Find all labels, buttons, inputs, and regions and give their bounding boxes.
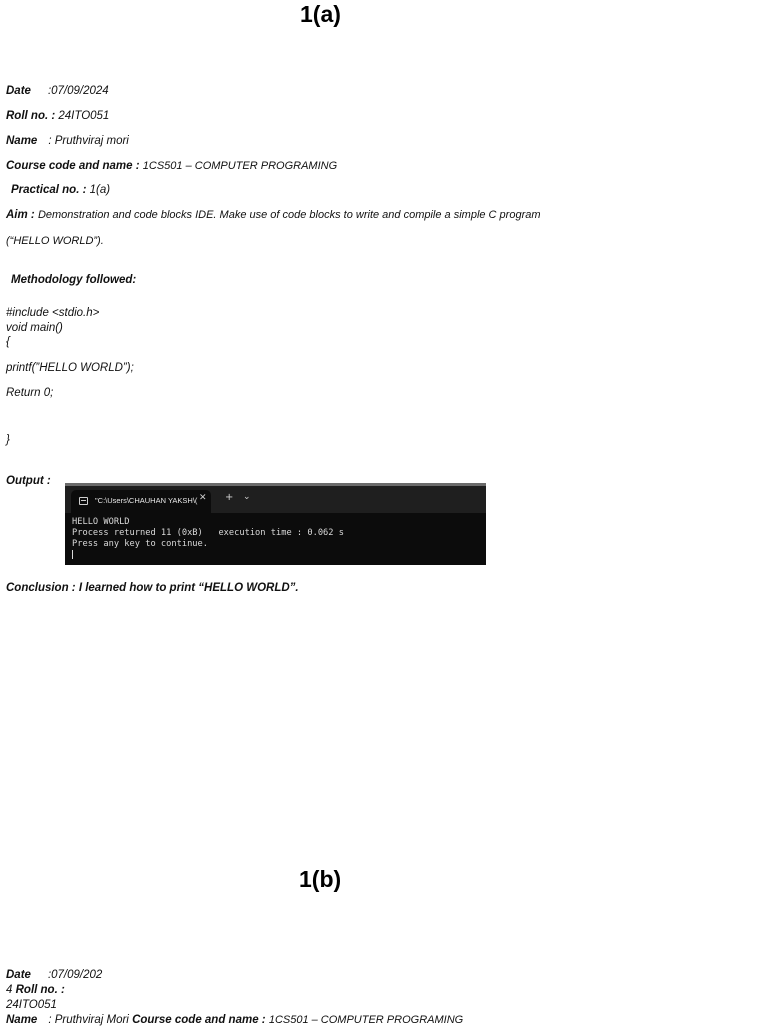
- course-value-b: 1CS501 – COMPUTER PROGRAMING: [268, 1014, 464, 1026]
- date-line-b: [6, 969, 102, 981]
- date-value-b: :07/09/202: [47, 969, 103, 981]
- terminal-window-icon: [79, 497, 88, 505]
- code-line: #include <stdio.h>: [6, 307, 100, 319]
- code-printf: printf(”HELLO WORLD”);: [6, 362, 134, 374]
- output-label: Output :: [6, 475, 51, 487]
- aim-value-continued: (“HELLO WORLD”).: [6, 235, 104, 247]
- roll-line: [6, 110, 109, 122]
- code-close-brace: }: [6, 434, 10, 446]
- practical-line: [11, 184, 110, 196]
- terminal-tab[interactable]: [71, 490, 211, 513]
- methodology-label: Methodology followed:: [11, 274, 137, 286]
- date-label: Date: [6, 85, 31, 97]
- new-tab-icon[interactable]: +: [225, 492, 234, 503]
- code-line: void main(): [6, 321, 63, 334]
- output-heading: [6, 475, 51, 487]
- conclusion-line: [6, 582, 299, 594]
- terminal-screenshot: [65, 483, 486, 565]
- terminal-cursor: [72, 550, 73, 559]
- date-value: :07/09/2024: [47, 85, 109, 97]
- terminal-tab-bar: [65, 486, 486, 513]
- course-label: Course code and name :: [6, 160, 140, 172]
- date-label-b: Date: [6, 969, 31, 981]
- terminal-output-line: Press any key to continue.: [72, 539, 208, 549]
- code-return: Return 0;: [6, 387, 54, 399]
- terminal-output-line: HELLO WORLD: [72, 517, 130, 527]
- terminal-tab-title: "C:\Users\CHAUHAN YAKSH\(: [95, 496, 198, 505]
- conclusion-text: Conclusion : I learned how to print “HELLO WORLD”.: [6, 582, 299, 594]
- name-value-b: : Pruthviraj Mori: [48, 1014, 129, 1026]
- aim-line: [6, 209, 541, 221]
- course-line: [6, 160, 337, 172]
- course-value: 1CS501 – COMPUTER PROGRAMING: [142, 160, 338, 172]
- methodology-heading: [11, 274, 136, 286]
- name-label-b: Name: [6, 1014, 38, 1026]
- roll-label-b: Roll no. :: [15, 984, 65, 996]
- name-value: : Pruthviraj mori: [48, 135, 129, 147]
- section-a-heading: 1(a): [300, 1, 341, 27]
- aim-value: Demonstration and code blocks IDE. Make use of code blocks to write and compile a simple C program: [37, 209, 541, 221]
- close-icon[interactable]: ✕: [199, 493, 207, 503]
- roll-value-b: 24ITO051: [6, 999, 57, 1011]
- roll-value: 24ITO051: [58, 110, 110, 122]
- name-line: [6, 135, 129, 147]
- name-course-line-b: [6, 1014, 463, 1026]
- roll-label: Roll no. :: [6, 110, 56, 122]
- roll-line-b: [6, 984, 65, 996]
- practical-value: 1(a): [89, 184, 111, 196]
- section-b-heading: 1(b): [299, 866, 342, 892]
- practical-label: Practical no. :: [11, 184, 87, 196]
- date-value-b-continued: 4: [6, 984, 13, 996]
- code-block: [6, 306, 99, 350]
- name-label: Name: [6, 135, 38, 147]
- code-line: {: [6, 336, 10, 348]
- terminal-output-line: Process returned 11 (0xB) execution time : 0.062 s: [72, 528, 344, 538]
- course-label-b: Course code and name :: [132, 1014, 266, 1026]
- chevron-down-icon[interactable]: ⌄: [243, 492, 251, 502]
- date-line: [6, 85, 109, 97]
- aim-label: Aim :: [6, 209, 35, 221]
- terminal-output: [72, 517, 344, 550]
